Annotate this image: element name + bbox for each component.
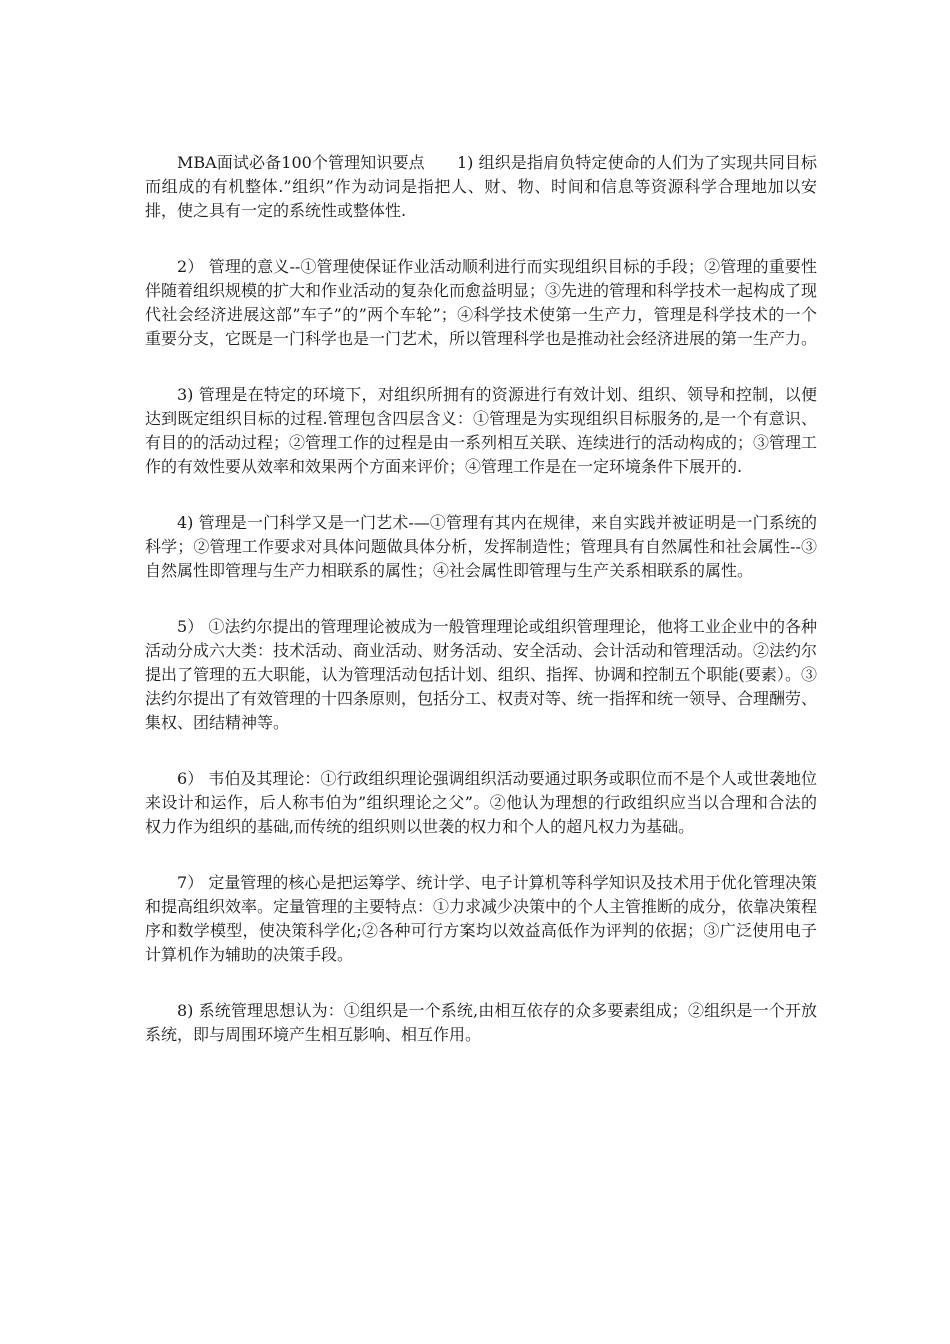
paragraph-4: 4) 管理是一门科学又是一门艺术-—①管理有其内在规律，来自实践并被证明是一门系统的科学；②管理工作要求对具体问题做具体分析，发挥制造性；管理具有自然属性和社会属性--③自然属性即管理与生产力相联系的属性；④社会属性即管理与生产关系相联系的属性。 xyxy=(145,513,817,580)
paragraph-6: 6） 韦伯及其理论：①行政组织理论强调组织活动要通过职务或职位而不是个人或世袭地位来设计和运作，后人称韦伯为”组织理论之父”。②他认为理想的行政组织应当以合理和合法的权力作为组织的基础,而传统的组织则以世袭的权力和个人的超凡权力为基础。 xyxy=(145,769,817,836)
paragraph-5: 5） ①法约尔提出的管理理论被成为一般管理理论或组织管理理论，他将工业企业中的各种活动分成六大类：技术活动、商业活动、财务活动、安全活动、会计活动和管理活动。②法约尔提出了管理的五大职能，认为管理活动包括计划、组织、指挥、协调和控制五个职能(要素）。③法约尔提出了有效管理的十四条原则，包括分工、权责对等、统一指挥和统一领导、合理酬劳、集权、团结精神等。 xyxy=(145,617,818,732)
paragraph-intro-1: MBA面试必备100个管理知识要点 1) 组织是指肩负特定使命的人们为了实现共同目标而组成的有机整体.”组织”作为动词是指把人、财、物、时间和信息等资源科学合理地加以安排，使之具有一定的系统性或整体性. xyxy=(145,153,817,220)
paragraph-3: 3) 管理是在特定的环境下，对组织所拥有的资源进行有效计划、组织、领导和控制，以便达到既定组织目标的过程.管理包含四层含义：①管理是为实现组织目标服务的,是一个有意识、有目的的活动过程；②管理工作的过程是由一系列相互关联、连续进行的活动构成的；③管理工作的有效性要从效率和效果两个方面来评价；④管理工作是在一定环境条件下展开的. xyxy=(145,385,818,476)
paragraph-7: 7） 定量管理的核心是把运筹学、统计学、电子计算机等科学知识及技术用于优化管理决策和提高组织效率。定量管理的主要特点：①力求减少决策中的个人主管推断的成分，依靠决策程序和数学模型，使决策科学化;②各种可行方案均以效益高低作为评判的依据；③广泛使用电子计算机作为辅助的决策手段。 xyxy=(145,873,818,964)
document-page xyxy=(145,151,817,1079)
paragraph-8: 8) 系统管理思想认为：①组织是一个系统,由相互依存的众多要素组成；②组织是一个开放系统，即与周围环境产生相互影响、相互作用。 xyxy=(145,1001,817,1044)
paragraph-2: 2） 管理的意义--①管理使保证作业活动顺利进行而实现组织目标的手段；②管理的重要性伴随着组织规模的扩大和作业活动的复杂化而愈益明显；③先进的管理和科学技术一起构成了现代社会经济进展这部”车子”的”两个车轮”；④科学技术使第一生产力，管理是科学技术的一个重要分支，它既是一门科学也是一门艺术，所以管理科学也是推动社会经济进展的第一生产力。 xyxy=(145,257,818,348)
